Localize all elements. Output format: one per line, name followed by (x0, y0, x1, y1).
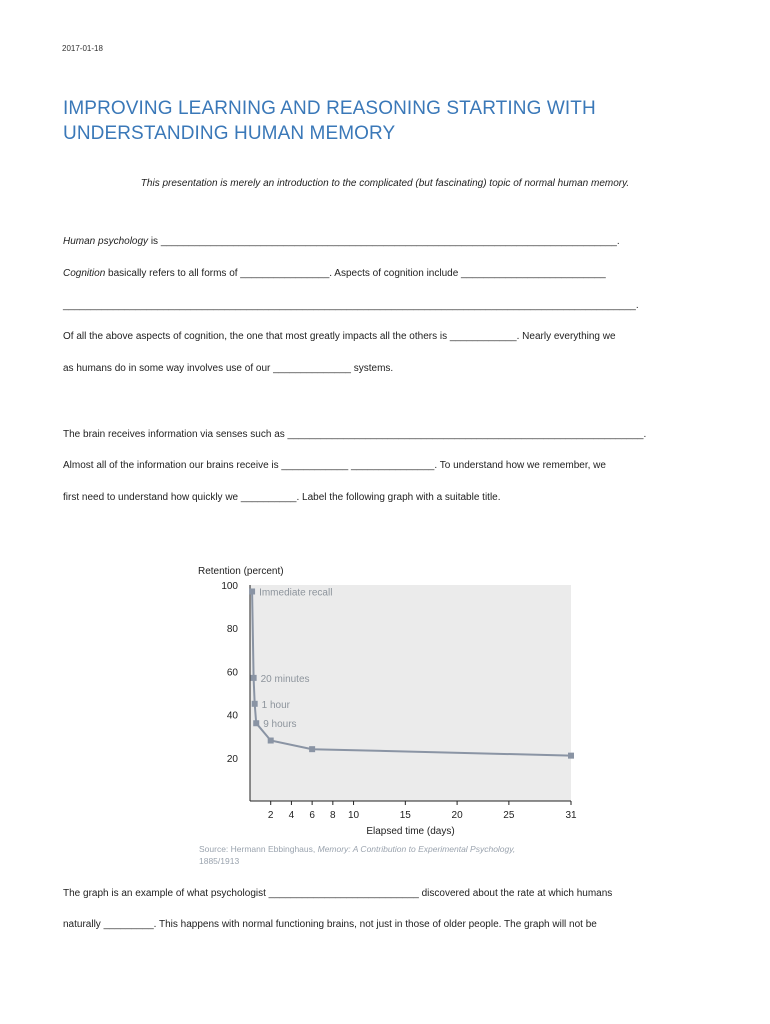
retention-chart (190, 560, 590, 842)
data-label: 1 hour (261, 699, 291, 711)
worksheet-line-3: _______________________________________________________________________________________________________. (63, 300, 639, 311)
x-tick-label: 31 (565, 810, 577, 821)
data-point (251, 675, 257, 681)
data-point (268, 738, 274, 744)
x-tick-label: 25 (503, 810, 515, 821)
line-2-text: basically refers to all forms of ________________. Aspects of cognition include __________________________ (105, 268, 606, 279)
y-tick-label: 100 (221, 581, 238, 592)
x-tick-label: 4 (288, 810, 295, 821)
x-tick-label: 8 (330, 810, 336, 821)
term-human-psychology: Human psychology (63, 236, 149, 247)
data-label: 9 hours (263, 719, 297, 731)
source-prefix: Source: Hermann Ebbinghaus, (199, 844, 318, 854)
data-label: 20 minutes (260, 673, 310, 685)
data-label: Immediate recall (259, 587, 333, 599)
y-axis-label: Retention (percent) (198, 566, 284, 577)
plot-background (250, 585, 571, 801)
y-tick-label: 60 (226, 667, 238, 679)
x-tick-label: 2 (267, 810, 274, 821)
y-tick-label: 80 (226, 624, 238, 636)
worksheet-line-6: The brain receives information via senses such as ________________________________________________________________. (63, 429, 647, 440)
y-tick-label: 40 (226, 710, 238, 722)
worksheet-line-7: Almost all of the information our brains receive is ____________ _______________. To understand how we remember, we (63, 460, 606, 471)
worksheet-line-4: Of all the above aspects of cognition, the one that most greatly impacts all the others is ____________. Nearly everything we (63, 331, 616, 342)
worksheet-line-9: The graph is an example of what psychologist ___________________________ discovered about the rate at which humans (63, 888, 613, 899)
x-tick-label: 10 (347, 810, 360, 821)
worksheet-line-2 (63, 268, 606, 279)
worksheet-line-1 (63, 236, 620, 247)
data-point (253, 720, 259, 726)
y-tick-label: 20 (226, 753, 238, 765)
source-title: Memory: A Contribution to Experimental Psychology, (317, 844, 516, 854)
intro-text: This presentation is merely an introduction to the complicated (but fascinating) topic of normal human memory. (140, 178, 630, 189)
worksheet-line-8: first need to understand how quickly we __________. Label the following graph with a suitable title. (63, 492, 501, 503)
chart-source (199, 843, 579, 867)
worksheet-line-10: naturally _________. This happens with normal functioning brains, not just in those of older people. The graph will not be (63, 919, 597, 930)
document-title: IMPROVING LEARNING AND REASONING STARTING WITH UNDERSTANDING HUMAN MEMORY (63, 98, 596, 144)
x-axis-label: Elapsed time (days) (366, 826, 455, 837)
line-1-text: is __________________________________________________________________________________. (148, 236, 620, 247)
source-year: 1885/1913 (199, 856, 240, 866)
data-point (568, 753, 574, 759)
x-tick-label: 15 (399, 810, 411, 821)
data-point (309, 746, 315, 752)
document-date: 2017-01-18 (62, 44, 103, 53)
x-tick-label: 6 (309, 810, 315, 821)
worksheet-line-5: as humans do in some way involves use of our ______________ systems. (63, 363, 394, 374)
data-point (249, 588, 255, 594)
data-point (252, 701, 258, 707)
x-tick-label: 20 (451, 810, 463, 821)
term-cognition: Cognition (63, 268, 106, 279)
